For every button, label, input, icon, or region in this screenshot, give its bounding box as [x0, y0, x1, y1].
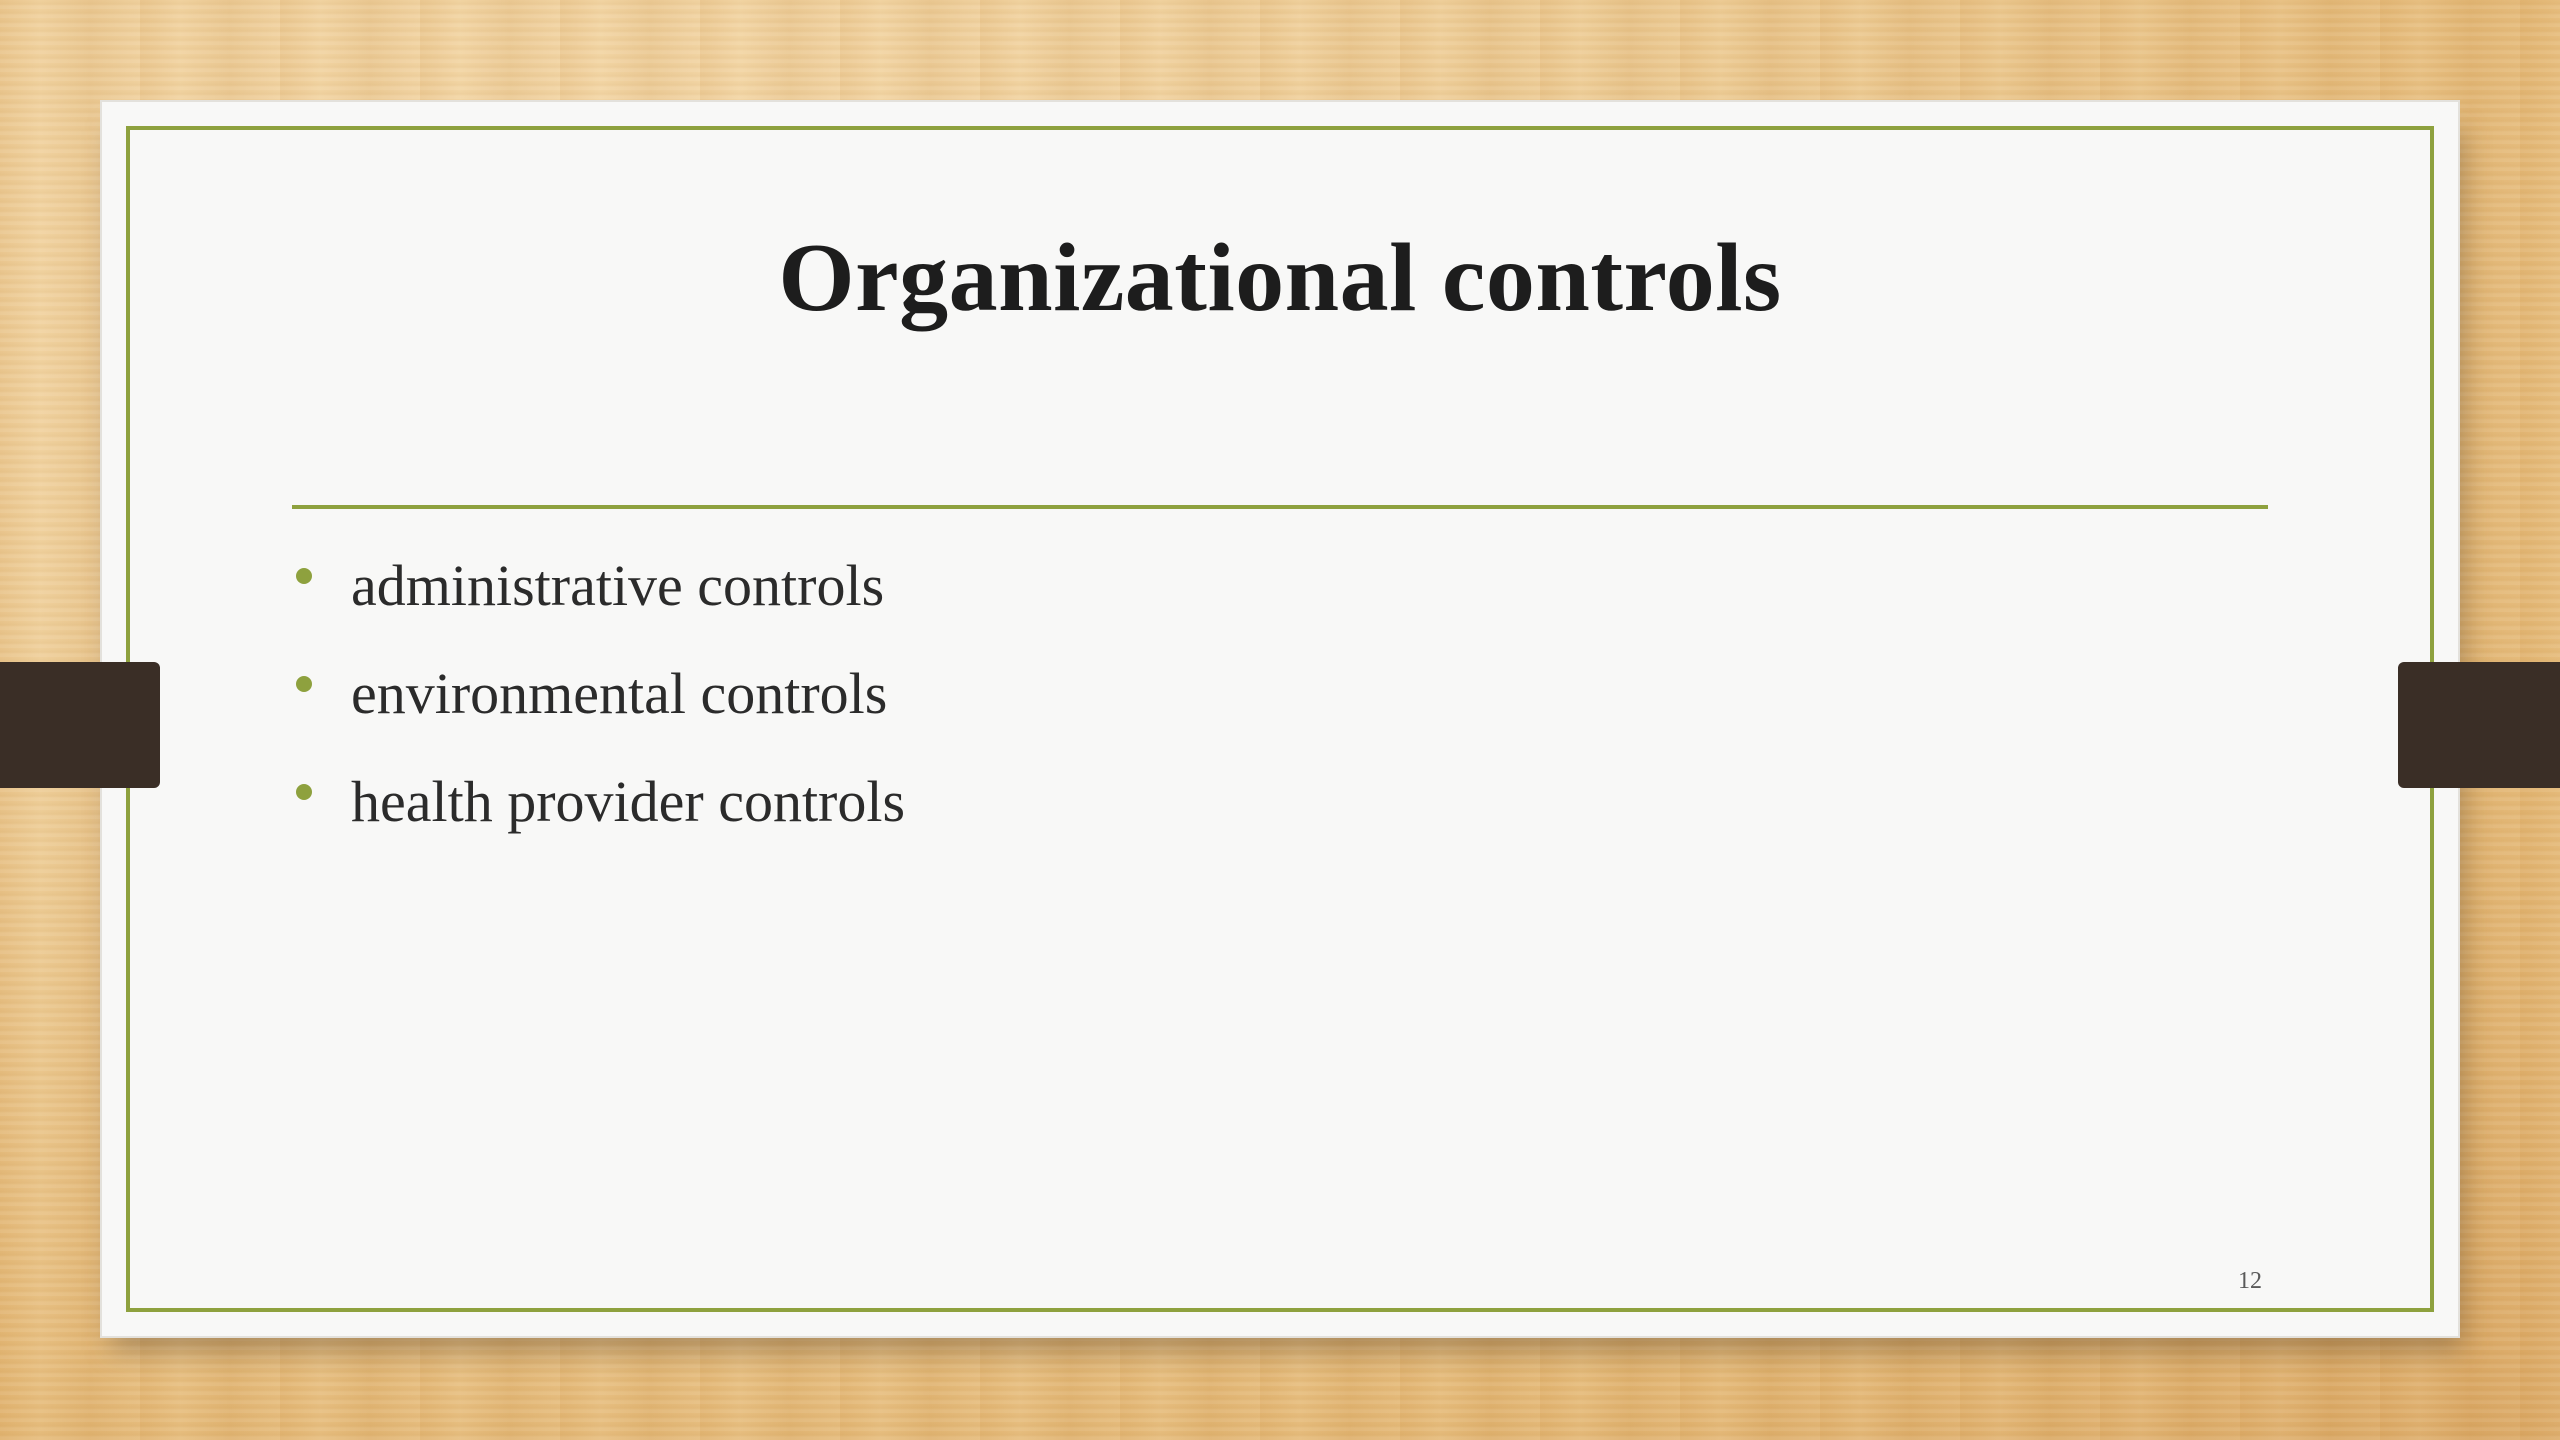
- page-number: 12: [2238, 1268, 2262, 1294]
- bullet-dot-icon: [296, 568, 312, 584]
- bullet-text: administrative controls: [351, 553, 885, 618]
- slide-title: Organizational controls: [778, 224, 1782, 332]
- left-binder-tab: [0, 662, 160, 788]
- right-binder-tab: [2398, 662, 2560, 788]
- bullet-dot-icon: [296, 676, 312, 692]
- bullet-text: environmental controls: [351, 661, 888, 726]
- bullet-text: health provider controls: [351, 769, 906, 834]
- bullet-dot-icon: [296, 784, 312, 800]
- title-divider: [292, 505, 2268, 509]
